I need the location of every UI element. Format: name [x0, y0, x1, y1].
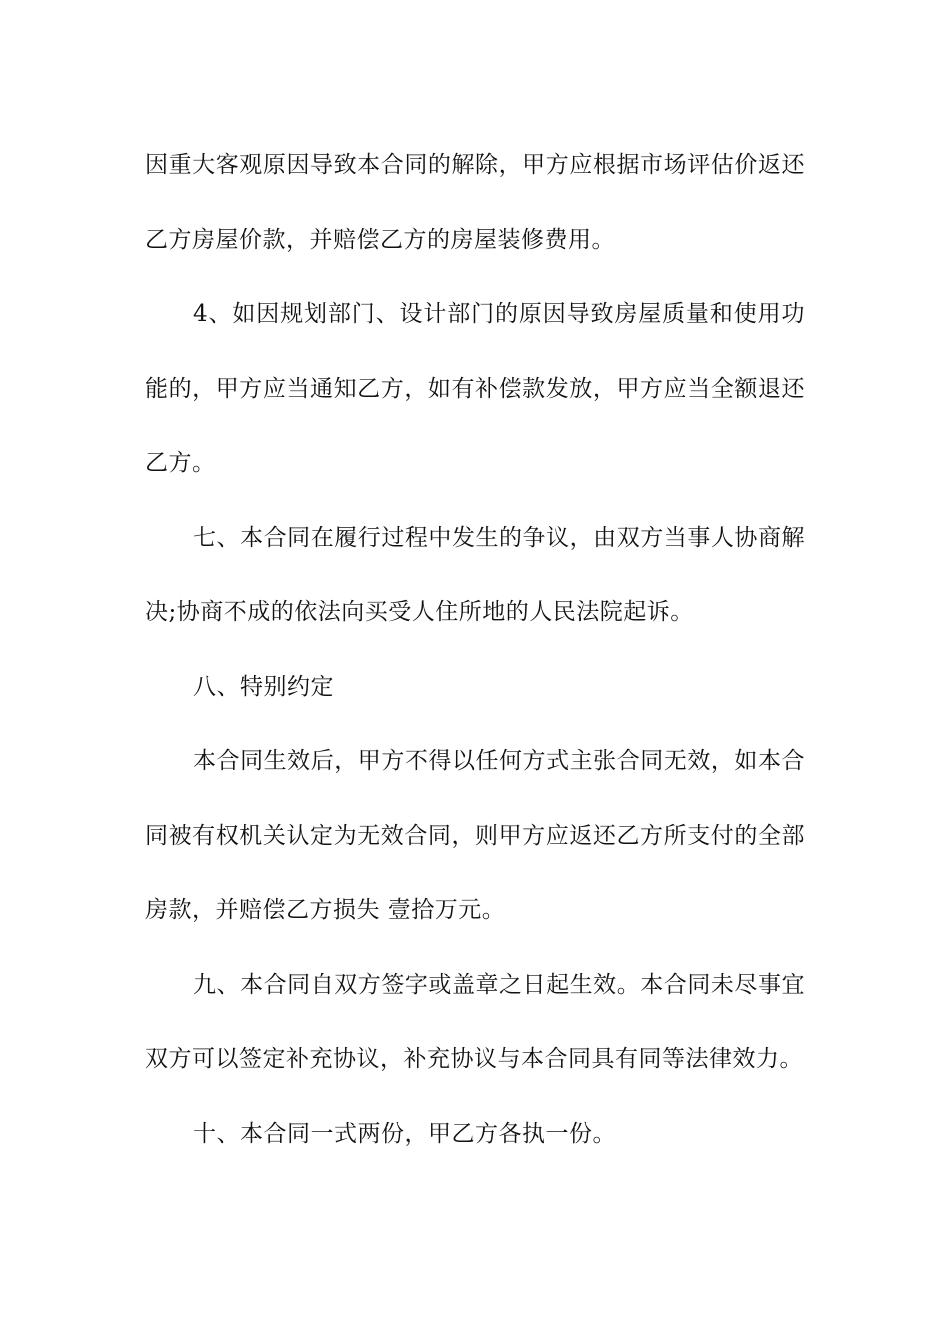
- paragraph-special-agreement: 本合同生效后，甲方不得以任何方式主张合同无效，如本合同被有权机关认定为无效合同，则甲方应返还乙方所支付的全部房款，并赔偿乙方损失 壹拾万元。: [145, 748, 805, 923]
- paragraph-termination-refund: 因重大客观原因导致本合同的解除，甲方应根据市场评估价返还乙方房屋价款，并赔偿乙方的房屋装修费用。: [145, 152, 805, 253]
- paragraph-clause-10: 十、本合同一式两份，甲乙方各执一份。: [193, 1120, 616, 1147]
- document-body: [145, 128, 805, 1171]
- paragraph-clause-9: 九、本合同自双方签字或盖章之日起生效。本合同未尽事宜双方可以签定补充协议，补充协议与本合同具有同等法律效力。: [145, 971, 805, 1072]
- paragraph-clause-4: 4、如因规划部门、设计部门的原因导致房屋质量和使用功能的，甲方应当通知乙方，如有补偿款发放，甲方应当全额退还乙方。: [145, 301, 805, 476]
- paragraph-clause-7: 七、本合同在履行过程中发生的争议，由双方当事人协商解决;协商不成的依法向买受人住所地的人民法院起诉。: [145, 524, 805, 625]
- heading-clause-8: 八、特别约定: [193, 673, 334, 700]
